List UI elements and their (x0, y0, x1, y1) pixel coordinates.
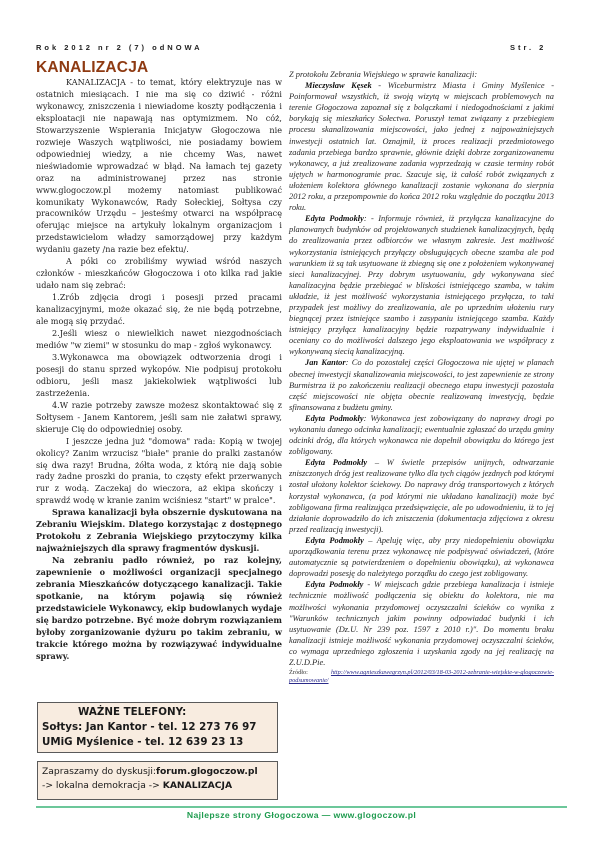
left-paragraph: 4.W razie potrzeby zawsze możesz skontaktować się z Sołtysem - Janem Kantorem, jeśli sam nie załatwi sprawy, skieruje Cię do odpowiedniej osoby. (36, 399, 282, 434)
left-paragraph: 1.Zrób zdjęcia drogi i posesji przed pracami kanalizacyjnymi, może okazać się, że nie będą potrzebne, ale mogą się przydać. (36, 292, 282, 327)
speaker-statement: – Apeluję więc, aby przy niedopełnieniu obowiązku uporządkowania terenu przez wykonawcę nie podpisywać oświadczeń, (które automatycznie są potwierdzeniem o dopełnieniu obowiązku), aż wykonawca doprowadzi posesję do należytego porządku do czego jest zobligowany. (289, 535, 554, 579)
source-citation (289, 669, 554, 685)
left-paragraph: Sprawa kanalizacji była obszernie dyskutowana na Zebraniu Wiejskim. Dlatego korzystając z dostępnego Protokołu z Zebrania Wiejskiego przytoczymy kilka najważniejszych dla sprawy fragmentów dyskusji. (36, 507, 282, 554)
protocol-entry (289, 579, 554, 668)
speaker-statement: - Wiceburmistrz Miasta i Gminy Myślenice - Poinformował wszystkich, iż swoją wizytą w miejscach problemowych na terenie Głogoczowa zapoznał się z bolączkami i niedogodnościami z jakimi borykają się mieszkańcy Sołectwa. Poruszył temat związany z przebiegiem procesu skanalizowania miejscowości, jako jednej z najpoważniejszych inwestycji ostatnich lat. Oznajmił, iż proces realizacji przedmiotowego zadania przebiega bardzo sprawnie, głównie dzięki dobrze zorganizowanemu wykonawcy, a już zrealizowane zadania wyprzedzają w czasie terminy robót ujętych w harmonogramie prac. Szacuje się, iż całość robót związanych z ułożeniem kolektora głównego kanalizacji zostanie wykonana do sierpnia 2012 roku, a przepompownie do końca 2012 roku względnie do początku 2013 roku. (289, 81, 554, 213)
important-phones-box (37, 702, 278, 753)
speaker-statement: – W świetle przepisów unijnych, odtwarzanie zniszczonych dróg jest realizowane tylko dla tych ciągów jezdnych pod którymi został ułożony kolektor ściekowy. Do naprawy dróg transportowych z których korzystał wykonawca, (a pod którymi nie układano kanalizacji) może być zobligowana firma realizująca przedsięwzięcie, ale po udowodnieniu, iż to jej działanie doprowadziło do ich zniszczenia (dokumentacja zdjęciowa z okresu przed realizacją inwestycji). (289, 458, 554, 534)
protocol-entry (289, 80, 554, 213)
right-column (289, 69, 554, 685)
speaker-name: Edyta Podmokły (305, 214, 364, 224)
speaker-name: Edyta Podmokły (305, 413, 364, 423)
left-paragraph: KANALIZACJA - to temat, który elektryzuje nas w ostatnich miesiącach. I nie ma się co dziwić - różni wykonawcy, zniszczenia i niewiadome koszty podłączenia i eksploatacji nie napawają nas optymizmem. No cóż, Stowarzyszenie Wspierania Inicjatyw Głogoczowa nie rozwieje Waszych wątpliwości, nie posiadamy bowiem odpowiedniej wiedzy, a nie chcemy Was, nawet nieświadomie wprowadzać w błąd. Na łamach tej gazety oraz na administrowanej przez nas stronie www.glogoczow.pl możemy natomiast publikować komunikaty Wykonawców, Rady Sołeckiej, Sołtysa czy pracowników Urzędu – jesteśmy otwarci na współpracę oferując miejsce na artykuły lokalnym organizacjom i przedstawicielom władzy samorządowej przy każdym wydaniu gazety /na razie bez efektu/. (36, 77, 282, 255)
protocol-intro: Z protokołu Zebrania Wiejskiego w sprawie kanalizacji: (289, 70, 478, 79)
left-paragraph: 3.Wykonawca ma obowiązek odtworzenia drogi i posesji do stanu sprzed wykopów. Nie podpisuj protokołu odbioru, jeśli masz jakiekolwiek wątpliwości lub zastrzeżenia. (36, 351, 282, 398)
speaker-statement: - W miejscach gdzie przebiega kanalizacja i istnieje technicznie możliwość podłączenia się obiektu do kolektora, nie ma możliwości wykonania przydomowej oczyszczalni ścieków co wynika z "Warunków technicznych jakim powinny odpowiadać budynki i ich usytuowanie (Dz.U. Nr 239 poz. 1597 z 2010 r.)". Do momentu braku kanalizacji istnieje możliwość wykonania przydomowej oczyszczalni ścieków, co wymaga uprzedniego zgłoszenia i uzyskania zgody na jej realizację na Z.U.D.Pie. (289, 580, 554, 667)
speaker-name: Edyta Podmokły (305, 580, 364, 590)
speaker-statement: : Wykonawca jest zobowiązany do naprawy drogi po wykonaniu danego odcinka kanalizacji; ewentualnie zgłaszać do urzędu gminy odcinki dróg, dla których wykonawca nie dopełnił obowiązku do którego jest zobligowany. (289, 413, 554, 457)
page-number: Str. 2 (510, 43, 547, 52)
forum-invite-box (37, 761, 278, 800)
protocol-entry (289, 213, 554, 357)
protocol-entry (289, 357, 554, 412)
speaker-name: Edyta Podmokły (305, 535, 364, 545)
forum-topic: KANALIZACJA (162, 780, 233, 791)
left-paragraph: I jeszcze jedna już "domowa" rada: Kopią w twojej okolicy? Zanim wrzucisz "białe" pranie do pralki zastanów się dwa razy! Brudna, żółta woda, z którą nie dają sobie rady żadne proszki do prania, to częsty efekt przerwanych rur z wodą. Zaczekaj do wieczora, aż ekipa skończy i sprawdź wodę w kranie zanim wciśniesz "start" w pralce". (36, 435, 282, 506)
speaker-statement: : Co do pozostałej części Głogoczowa nie ujętej w planach obecnej inwestycji skanalizowania miejscowości, to jest zapewnienie ze strony Burmistrza iż po zakończeniu realizacji obecnego etapu inwestycji pozostała część miejscowości nie objęta obecnie realizowaną inwestycją, będzie sfinansowana z budżetu gminy. (289, 358, 554, 412)
source-label: Źródło: (289, 669, 308, 677)
protocol-entry (289, 457, 554, 535)
source-link[interactable]: http://www.agnieszkawegrzyn.pl/2012/03/18-03-2012-zebranie-wiejskie-w-glogoczowie-podsumowanie/ (289, 669, 554, 685)
forum-path: -> lokalna demokracja -> (42, 780, 163, 791)
footer-divider (36, 806, 567, 808)
speaker-name: Mieczysław Kęsek (305, 81, 372, 91)
phone-soltys: Sołtys: Jan Kantor - tel. 12 273 76 97 (42, 721, 257, 733)
forum-prefix: Zapraszamy do dyskusji: (42, 766, 156, 777)
footer-slogan: Najlepsze strony Głogoczowa — www.glogoczow.pl (186, 810, 417, 820)
forum-link[interactable]: forum.glogoczow.pl (156, 766, 258, 777)
protocol-entry (289, 535, 554, 579)
left-paragraph: Na zebraniu padło również, po raz kolejny, zapewnienie o możliwości organizacji specjalnego zebrania Mieszkańców dotyczącego kanalizacji. Takie spotkanie, na którym pojawią się również przedstawiciele Wykonawcy, ekip budowlanych wydaje się bardzo potrzebne. Być może dobrym rozwiązaniem byłoby zorganizowanie dyżuru po takim zebraniu, w trakcie którego można by rozwiązywać indywidualne sprawy. (36, 555, 282, 661)
protocol-entry (289, 413, 554, 457)
left-paragraph: 2.Jeśli wiesz o niewielkich nawet niezgodnościach mediów "w ziemi" w stosunku do map - zgłoś wykonawcy. (36, 328, 282, 350)
speaker-name: Jan Kantor (305, 358, 346, 368)
phones-title: WAŻNE TELEFONY: (78, 706, 187, 718)
speaker-name: Edyta Podmokły (305, 458, 368, 468)
left-paragraph: A póki co zrobiliśmy wywiad wśród naszych członków - mieszkańców Głogoczowa i oto kilka rad jakie udało nam się zebrać: (36, 256, 282, 291)
issue-header: Rok 2012 nr 2 (7) odNOWA (36, 43, 203, 52)
speaker-statement: : - Informuje również, iż przyłącza kanalizacyjne do planowanych budynków od projektowanych studzienek kanalizacyjnych, będą do zrealizowania przez odbiorców we własnym zakresie. Jest możliwość wykorzystania istniejących przyłączy obsługujących obecne szamba ale pod warunkiem iż są tak usytuowane iż zbiegną się one z położeniem wykonywanej sieci kanalizacyjnej. Przy dobrym usytuowaniu, gdy wykonywana sieć kanalizacyjna będzie przebiegać w bliskości istniejącego szamba, w takim układzie, iż jest możliwość wykorzystania istniejącego przyłącza, to taki przypadek jest możliwy do zrealizowania, ale po uprzednim ułożeniu rury biegnącej przez istniejące szambo i zasypaniu istniejącego szamba. Każdy istniejący przyłącz kanalizacyjny będzie rozpatrywany indywidualnie i oceniany co do możliwości dalszego jego eksploatowania we współpracy z wykonywaną siecią kanalizacyjną. (289, 214, 554, 357)
left-column (36, 77, 282, 663)
article-title: KANALIZACJA (36, 59, 149, 76)
protocol-list (289, 80, 554, 668)
phone-umig: UMiG Myślenice - tel. 12 639 23 13 (42, 736, 244, 748)
